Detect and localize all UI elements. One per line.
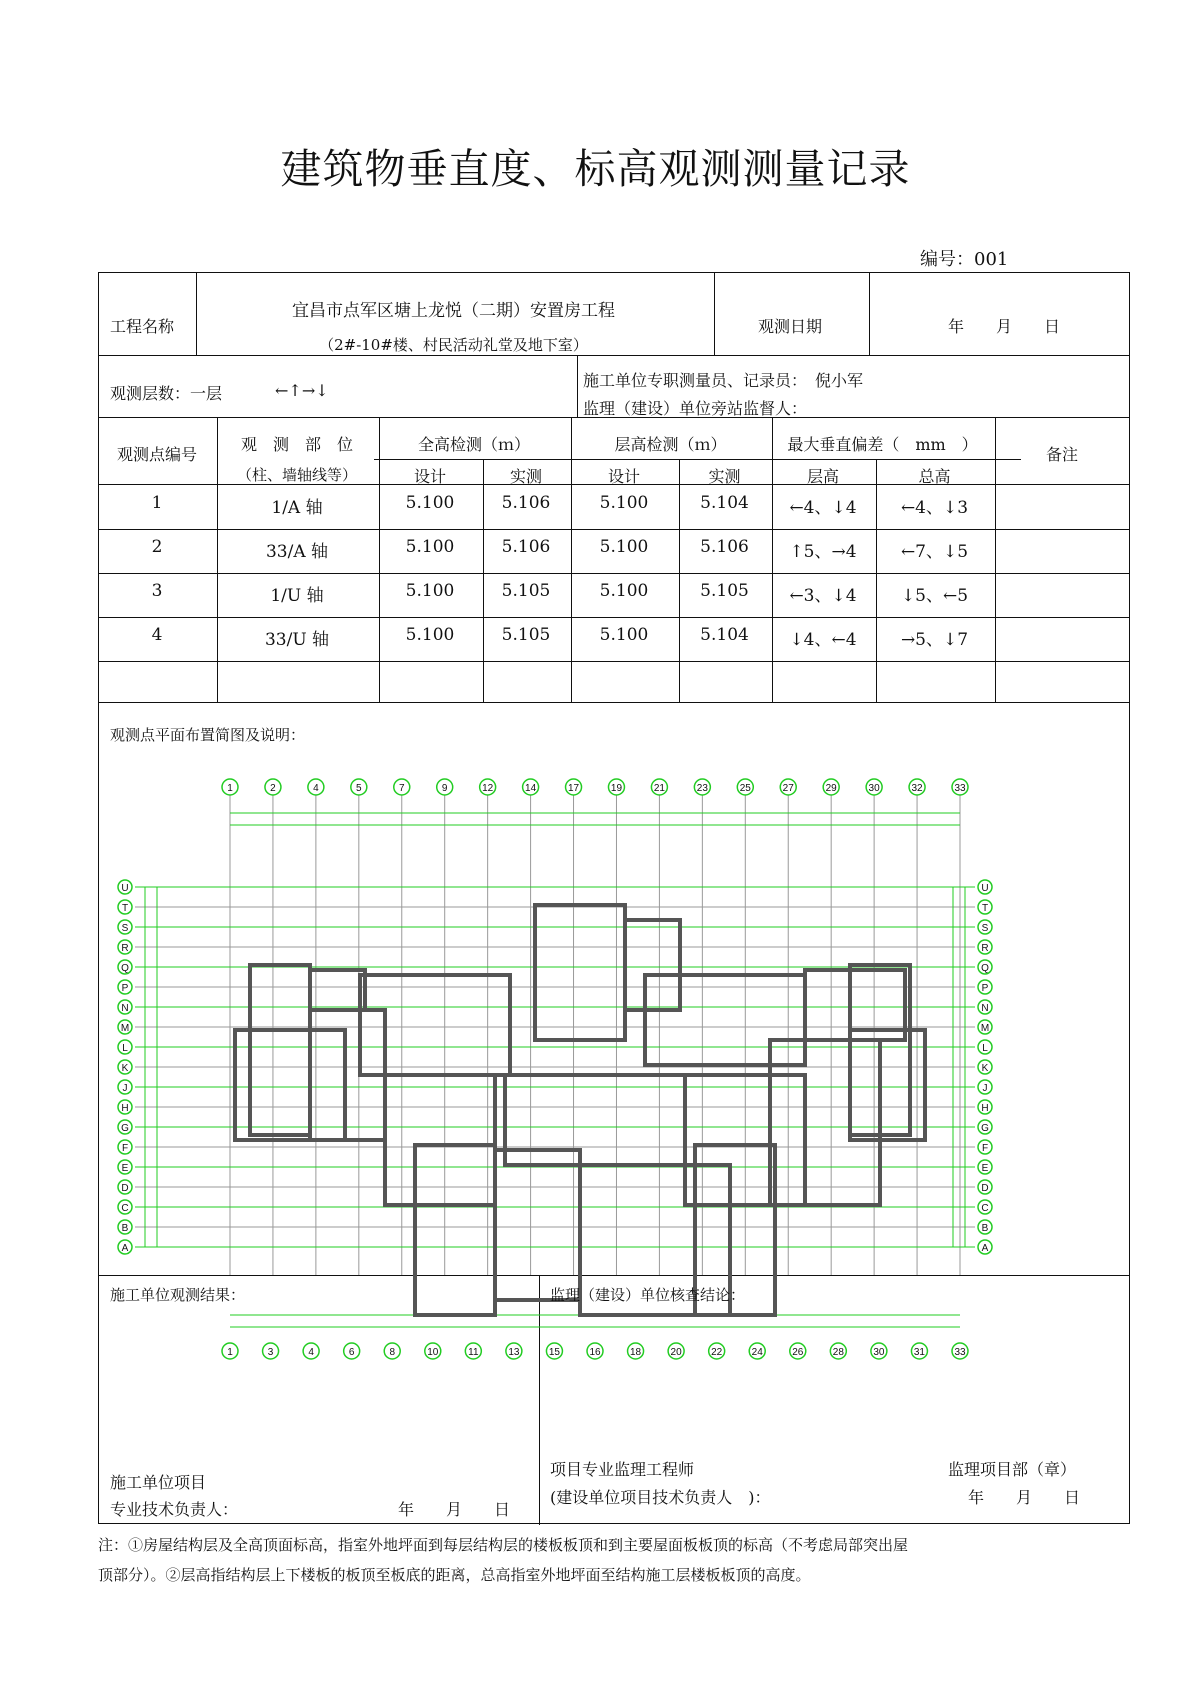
col-floor-design: 设计 [607,467,640,486]
axis-label: 31 [913,1347,926,1358]
axis-label: E [981,1163,989,1174]
axis-label: Q [981,963,989,974]
cell-dt: ←4、↓3 [900,498,969,518]
cell-fd: 5.100 [599,625,649,645]
col-position: 观 测 部 位 [240,435,353,454]
floor-plan-drawing [115,775,1075,1415]
col-total-design: 设计 [413,467,446,486]
cell-pos: 33/U 轴 [264,630,330,650]
col-dev-total: 总高 [918,467,951,486]
cell-no: 2 [151,537,163,557]
plan-wall [535,905,625,1040]
axis-label: 16 [589,1347,601,1358]
cell-dl: ←3、↓4 [789,586,857,606]
cell-fd: 5.100 [599,493,649,513]
cell-fa: 5.104 [700,625,749,645]
axis-label: 20 [670,1347,682,1358]
axis-label: G [981,1123,989,1134]
col-floor-height: 层高检测（ｍ） [614,435,727,454]
axis-label: L [982,1043,988,1054]
axis-label: 10 [427,1347,439,1358]
cell-td: 5.100 [405,493,455,513]
axis-label: 3 [267,1347,274,1358]
axis-label: N [981,1003,989,1014]
axis-label: 26 [792,1347,804,1358]
supervisor: 监理（建设）单位旁站监督人： [583,399,808,418]
axis-label: P [981,983,989,994]
cell-ta: 5.106 [501,493,551,513]
axis-label: R [981,943,989,954]
axis-label: 24 [751,1347,763,1358]
axis-label: 18 [629,1347,642,1358]
project-subname: （2#-10#楼、村民活动礼堂及地下室） [319,336,588,354]
col-remark: 备注 [1045,445,1078,464]
axis-label: 32 [911,783,923,794]
axis-label: T [981,903,989,914]
axis-label: M [120,1023,130,1034]
plan-label: 观测点平面布置简图及说明： [110,726,306,744]
cell-dt: →5、↓7 [900,630,969,650]
cell-ta: 5.105 [501,625,551,645]
col-total-actual: 实测 [509,467,542,486]
note-line-2: 顶部分）。②层高指结构层上下楼板的板顶至板底的距离，总高指室外地坪面至结构施工层楼板板顶的高度。 [98,1566,811,1584]
dept-date: 年 月 日 [968,1488,1081,1507]
axis-label: E [121,1163,129,1174]
cell-fa: 5.106 [700,537,749,557]
cell-no: 4 [151,625,163,645]
cell-dt: ←7、↓5 [900,542,969,562]
construction-sign-2: 专业技术负责人： [110,1500,239,1519]
cell-no: 1 [151,493,163,513]
cell-fa: 5.104 [700,493,749,513]
axis-label: 1 [227,1347,233,1358]
cell-pos: 33/A 轴 [265,542,329,562]
axis-label: P [121,983,129,994]
axis-label: K [981,1063,989,1074]
axis-label: 30 [873,1347,885,1358]
axis-label: K [121,1063,129,1074]
axis-label: 33 [954,783,966,794]
axis-label: 23 [696,783,708,794]
date-label: 观测日期 [758,317,823,336]
axis-label: 15 [548,1347,561,1358]
axis-label: H [121,1103,129,1114]
cell-fa: 5.105 [700,581,749,601]
axis-label: A [121,1243,129,1254]
axis-label: 11 [468,1347,479,1358]
col-point-no: 观测点编号 [116,445,197,464]
cell-dl: ↑5、→4 [789,542,857,562]
col-max-deviation: 最大垂直偏差（ mm ） [787,435,978,454]
axis-label: S [121,923,129,934]
supervision-result-label: 监理（建设）单位核查结论： [550,1286,746,1304]
axis-label: 13 [508,1347,520,1358]
cell-td: 5.100 [405,581,455,601]
axis-label: 1 [227,783,233,794]
axis-label: 21 [653,783,665,794]
axis-label: 7 [398,783,405,794]
cell-dt: ↓5、←5 [900,586,969,606]
axis-label: T [121,903,129,914]
axis-label: L [122,1043,128,1054]
axis-label: 25 [739,783,751,794]
project-name: 宜昌市点军区塘上龙悦（二期）安置房工程 [292,301,615,321]
date-value: 年 月 日 [948,317,1061,336]
axis-label: J [982,1083,988,1094]
cell-dl: ↓4、←4 [789,630,857,650]
project-label: 工程名称 [110,317,175,336]
construction-date: 年 月 日 [398,1500,511,1519]
col-position-sub: （柱、墙轴线等） [236,466,357,484]
cell-pos: 1/A 轴 [271,498,323,518]
plan-wall [495,1150,580,1300]
cell-td: 5.100 [405,537,455,557]
cell-no: 3 [151,581,163,601]
engineer-1: 项目专业监理工程师 [550,1460,695,1479]
construction-result-label: 施工单位观测结果： [110,1286,246,1304]
axis-label: B [981,1223,989,1234]
axis-label: C [981,1203,989,1214]
axis-label: U [121,883,129,894]
col-floor-actual: 实测 [708,467,741,486]
plan-wall [415,1145,495,1315]
axis-label: 12 [482,783,494,794]
axis-label: 19 [610,783,623,794]
axis-label: M [980,1023,990,1034]
dept-seal: 监理项目部（章） [948,1460,1077,1479]
cell-ta: 5.106 [501,537,551,557]
axis-label: 17 [567,783,580,794]
cell-td: 5.100 [405,625,455,645]
plan-wall [310,970,365,1010]
cell-pos: 1/U 轴 [270,586,324,606]
axis-label: 27 [782,783,794,794]
axis-label: 22 [711,1347,723,1358]
axis-label: 28 [832,1347,844,1358]
page-title: 建筑物垂直度、标高观测测量记录 [280,145,911,193]
cell-fd: 5.100 [599,581,649,601]
note-line-1: 注：①房屋结构层及全高顶面标高，指室外地坪面到每层结构层的楼板板顶和到主要屋面板板顶的标高（不考虑局部突出屋 [98,1536,909,1554]
floor-count: 观测层数：一层 [110,384,223,403]
axis-label: 9 [441,783,448,794]
axis-label: D [981,1183,989,1194]
axis-label: G [121,1123,129,1134]
axis-label: 14 [525,783,537,794]
axis-label: 4 [313,783,319,794]
axis-label: 6 [348,1347,355,1358]
plan-wall [625,920,680,1010]
col-dev-layer: 层高 [806,467,839,486]
axis-label: 8 [389,1347,396,1358]
construction-sign-1: 施工单位项目 [110,1473,207,1492]
notes [98,1530,1098,1590]
cell-ta: 5.105 [501,581,551,601]
axis-label: Q [121,963,129,974]
cell-fd: 5.100 [599,537,649,557]
axis-label: F [981,1143,989,1154]
direction-arrows: ←↑→↓ [275,381,329,400]
axis-label: 33 [954,1347,966,1358]
axis-label: 4 [308,1347,314,1358]
axis-label: H [981,1103,989,1114]
axis-label: F [121,1143,129,1154]
cell-dl: ←4、↓4 [789,498,857,518]
axis-label: J [122,1083,128,1094]
axis-label: N [121,1003,129,1014]
col-total-height: 全高检测（ｍ） [417,435,530,454]
axis-label: R [121,943,129,954]
axis-label: A [981,1243,989,1254]
axis-label: 29 [825,783,837,794]
plan-wall [250,965,310,1135]
axis-label: 2 [270,783,276,794]
axis-label: U [981,883,989,894]
engineer-2: (建设单位项目技术负责人 )： [550,1488,771,1507]
axis-label: 5 [356,783,362,794]
serial-number: 编号：001 [920,249,1009,270]
axis-label: B [121,1223,129,1234]
surveyor: 施工单位专职测量员、记录员： 倪小军 [583,371,864,390]
plan-wall [645,975,805,1065]
axis-label: S [981,923,989,934]
axis-label: C [121,1203,129,1214]
axis-label: D [121,1183,129,1194]
axis-label: 30 [868,783,880,794]
